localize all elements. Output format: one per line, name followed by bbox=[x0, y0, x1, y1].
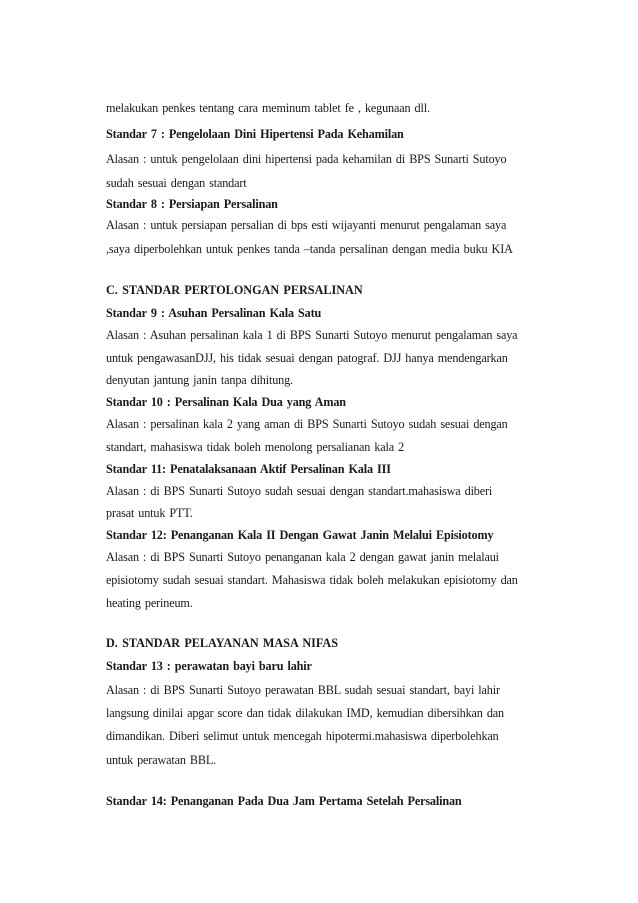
body-text-line: ,saya diperbolehkan untuk penkes tanda –tanda persalinan dengan media buku KIA bbox=[106, 242, 513, 256]
body-text-line: langsung dinilai apgar score dan tidak dilakukan IMD, kemudian dibersihkan dan bbox=[106, 706, 504, 720]
body-text-line: Alasan : persalinan kala 2 yang aman di BPS Sunarti Sutoyo sudah sesuai dengan bbox=[106, 417, 508, 431]
body-text-line: untuk perawatan BBL. bbox=[106, 753, 217, 767]
body-text-line: sudah sesuai dengan standart bbox=[106, 176, 247, 190]
body-text-line: standart, mahasiswa tidak boleh menolong persalianan kala 2 bbox=[106, 440, 405, 454]
body-text-line: denyutan jantung janin tanpa dihitung. bbox=[106, 373, 293, 387]
body-text-line: Alasan : untuk pengelolaan dini hipertensi pada kehamilan di BPS Sunarti Sutoyo bbox=[106, 152, 507, 166]
body-text-line: Alasan : di BPS Sunarti Sutoyo sudah sesuai dengan standart.mahasiswa diberi bbox=[106, 484, 493, 498]
section-standard-8-title: Standar 8 : Persiapan Persalinan bbox=[106, 197, 278, 211]
body-text-line: Alasan : di BPS Sunarti Sutoyo perawatan BBL sudah sesuai standart, bayi lahir bbox=[106, 683, 500, 697]
body-text-line: Alasan : di BPS Sunarti Sutoyo penanganan kala 2 dengan gawat janin melalaui bbox=[106, 550, 499, 564]
body-text-line: untuk pengawasanDJJ, his tidak sesuai dengan patograf. DJJ hanya mendengarkan bbox=[106, 351, 508, 365]
section-standard-12-title: Standar 12: Penanganan Kala II Dengan Gawat Janin Melalui Episiotomy bbox=[106, 528, 494, 542]
body-text-line: melakukan penkes tentang cara meminum tablet fe , kegunaan dll. bbox=[106, 101, 430, 115]
heading-standar-pertolongan-persalinan: C. STANDAR PERTOLONGAN PERSALINAN bbox=[106, 283, 363, 297]
body-text-line: Alasan : untuk persiapan persalian di bps esti wijayanti menurut pengalaman saya bbox=[106, 218, 507, 232]
section-standard-9-title: Standar 9 : Asuhan Persalinan Kala Satu bbox=[106, 306, 322, 320]
body-text-line: heating perineum. bbox=[106, 596, 193, 610]
section-standard-7-title: Standar 7 : Pengelolaan Dini Hipertensi Pada Kehamilan bbox=[106, 127, 404, 141]
section-standard-10-title: Standar 10 : Persalinan Kala Dua yang Aman bbox=[106, 395, 346, 409]
section-standard-11-title: Standar 11: Penatalaksanaan Aktif Persalinan Kala III bbox=[106, 462, 391, 476]
body-text-line: prasat untuk PTT. bbox=[106, 506, 193, 520]
body-text-line: Alasan : Asuhan persalinan kala 1 di BPS Sunarti Sutoyo menurut pengalaman saya bbox=[106, 328, 518, 342]
heading-standar-pelayanan-masa-nifas: D. STANDAR PELAYANAN MASA NIFAS bbox=[106, 636, 338, 650]
body-text-line: episiotomy sudah sesuai standart. Mahasiswa tidak boleh melakukan episiotomy dan bbox=[106, 573, 518, 587]
body-text-line: dimandikan. Diberi selimut untuk mencegah hipotermi.mahasiswa diperbolehkan bbox=[106, 729, 499, 743]
section-standard-13-title: Standar 13 : perawatan bayi baru lahir bbox=[106, 659, 312, 673]
section-standard-14-title: Standar 14: Penanganan Pada Dua Jam Pertama Setelah Persalinan bbox=[106, 794, 462, 808]
